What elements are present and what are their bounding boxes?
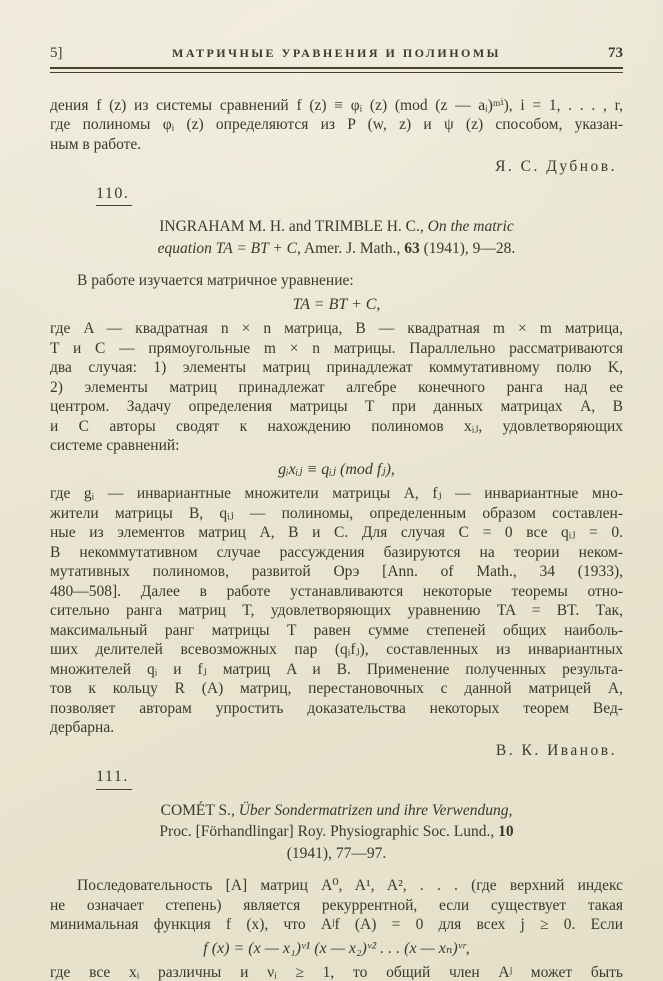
- reference-segment: INGRAHAM M. H. and TRIMBLE H. C.,: [159, 218, 428, 235]
- entry-111-final-paragraph: [50, 963, 623, 981]
- text-line: и C авторы сводят к нахождению полиномов xᵢⱼ, удовлетворяющих: [50, 417, 623, 435]
- text-line: множителей qᵢ и fⱼ матриц A и B. Применение полученных результа-: [50, 660, 623, 678]
- text-line: T и C — прямоугольные m × n матрицы. Параллельно рассматриваются: [50, 339, 623, 357]
- reference-segment: (1941), 9—28.: [419, 239, 516, 257]
- entry-110-intro-paragraph: [50, 271, 623, 291]
- entry-111-factorization-equation: f (x) = (x — x₁)ᵛ¹ (x — x₂)ᵛ² . . . (x — xₙ)ᵛʳ,: [203, 939, 470, 957]
- text-line: где полиномы φᵢ (z) определяются из P (w, z) и ψ (z) способом, указан-: [50, 116, 623, 133]
- entry-number-label: 110.: [96, 184, 132, 207]
- text-line: позволяет авторам упростить доказательства некоторых теорем Вед-: [50, 699, 623, 717]
- text-line: В некоммутативном случае рассуждения базируются на теории неком-: [50, 543, 623, 561]
- text-line: ным в работе.: [50, 135, 142, 153]
- entry-111-sequence-paragraph: [50, 876, 623, 935]
- text-line: где A — квадратная n × n матрица, B — квадратная m × m матрица,: [50, 320, 623, 337]
- reviewer-signature-dubnov: Я. С. Дубнов.: [495, 158, 617, 175]
- text-line: центром. Задачу определения матрицы T при данных матрицах A, B: [50, 398, 623, 415]
- entry-110-congruence-equation: gᵢxᵢⱼ ≡ qᵢⱼ (mod fⱼ),: [278, 460, 395, 478]
- reference-segment: , Amer. J. Math.,: [297, 239, 405, 257]
- reference-segment: COMÉT S.,: [160, 801, 239, 819]
- entry-111-reference: [84, 800, 589, 865]
- reference-segment: Über Sondermatrizen und ihre Verwendung,: [238, 801, 513, 819]
- reference-line: [84, 821, 589, 843]
- text-line: жители матрицы B, qᵢⱼ — полиномы, определенным образом составлен-: [50, 504, 623, 522]
- reference-segment: 63: [404, 239, 420, 257]
- reference-segment: 10: [498, 823, 514, 840]
- text-line: Последовательность [A] матриц A⁰, A¹, A², . . . (где верхний индекс: [77, 877, 623, 894]
- reference-line: [84, 843, 589, 865]
- reference-line: [84, 238, 589, 260]
- reference-segment: Proc. [Förhandlingar] Roy. Physiographic Soc. Lund.,: [159, 823, 499, 840]
- text-line: минимальная функция f (x), что Aʲf (A) = 0 для всех j ≥ 0. Если: [50, 916, 623, 933]
- text-line: два случая: 1) элементы матриц принадлежат коммутативному полю K,: [50, 359, 623, 376]
- text-line: 2) элементы матриц принадлежат алгебре конечного ранга над ее: [50, 378, 623, 396]
- reference-line: [84, 216, 589, 238]
- text-line: мутативных полиномов, развитой Орэ [Ann. of Math., 34 (1933),: [50, 563, 623, 580]
- entry-110-reference: [84, 216, 589, 259]
- text-line: дербарна.: [50, 719, 115, 736]
- reference-segment: On the matric: [427, 218, 514, 235]
- entry-110-discussion-paragraph: [50, 484, 623, 738]
- text-line: 480—508]. Далее в работе устанавливаются некоторые теоремы отно-: [50, 582, 623, 600]
- running-title: МАТРИЧНЫЕ УРАВНЕНИЯ И ПОЛИНОМЫ: [172, 46, 501, 60]
- reviewer-signature-ivanov: В. К. Иванов.: [495, 741, 617, 759]
- reference-line: [84, 800, 589, 822]
- text-line: сительно ранга матриц T, удовлетворяющих уравнению TA = BT. Так,: [50, 602, 623, 619]
- text-line: системе сравнений:: [50, 437, 180, 454]
- column-number: 5]: [50, 45, 63, 61]
- header-rule: [50, 67, 623, 73]
- page-header: [50, 44, 623, 64]
- text-line: тов к кольцу R (A) матриц, перестановочных с данной матрицей A,: [50, 680, 623, 697]
- text-line: не означает степень) является рекуррентной, если существует такая: [50, 896, 623, 914]
- page-number: 73: [608, 45, 623, 61]
- text-line: максимальный ранг матрицы T равен сумме степеней общих наиболь-: [50, 621, 623, 639]
- entry-number-111: [96, 767, 623, 790]
- text-line: где gᵢ — инвариантные множители матрицы A, fⱼ — инвариантные мно-: [50, 485, 623, 502]
- entry-110-main-equation: TA = BT + C,: [292, 295, 381, 313]
- text-line: ших делителей всевозможных пар (qᵢfⱼ), составленных из инвариантных: [50, 641, 623, 658]
- text-line: где все xᵢ различны и νᵢ ≥ 1, то общий член Aʲ может быть: [50, 964, 623, 981]
- reference-segment: equation TA = BT + C: [157, 239, 298, 257]
- text-line: ные из элементов матриц A, B и C. Для случая C = 0 все qᵢⱼ = 0.: [50, 524, 623, 541]
- text-line: дения f (z) из системы сравнений f (z) ≡ φᵢ (z) (mod (z — aᵢ)ᵐⁱ), i = 1, . . . , r,: [50, 96, 623, 114]
- entry-number-110: [96, 184, 623, 207]
- text-line: В работе изучается матричное уравнение:: [77, 272, 354, 289]
- entry-110-cases-paragraph: [50, 319, 623, 456]
- intro-continuation-paragraph: [50, 96, 623, 155]
- entry-number-label: 111.: [96, 767, 132, 790]
- reference-segment: (1941), 77—97.: [286, 844, 387, 862]
